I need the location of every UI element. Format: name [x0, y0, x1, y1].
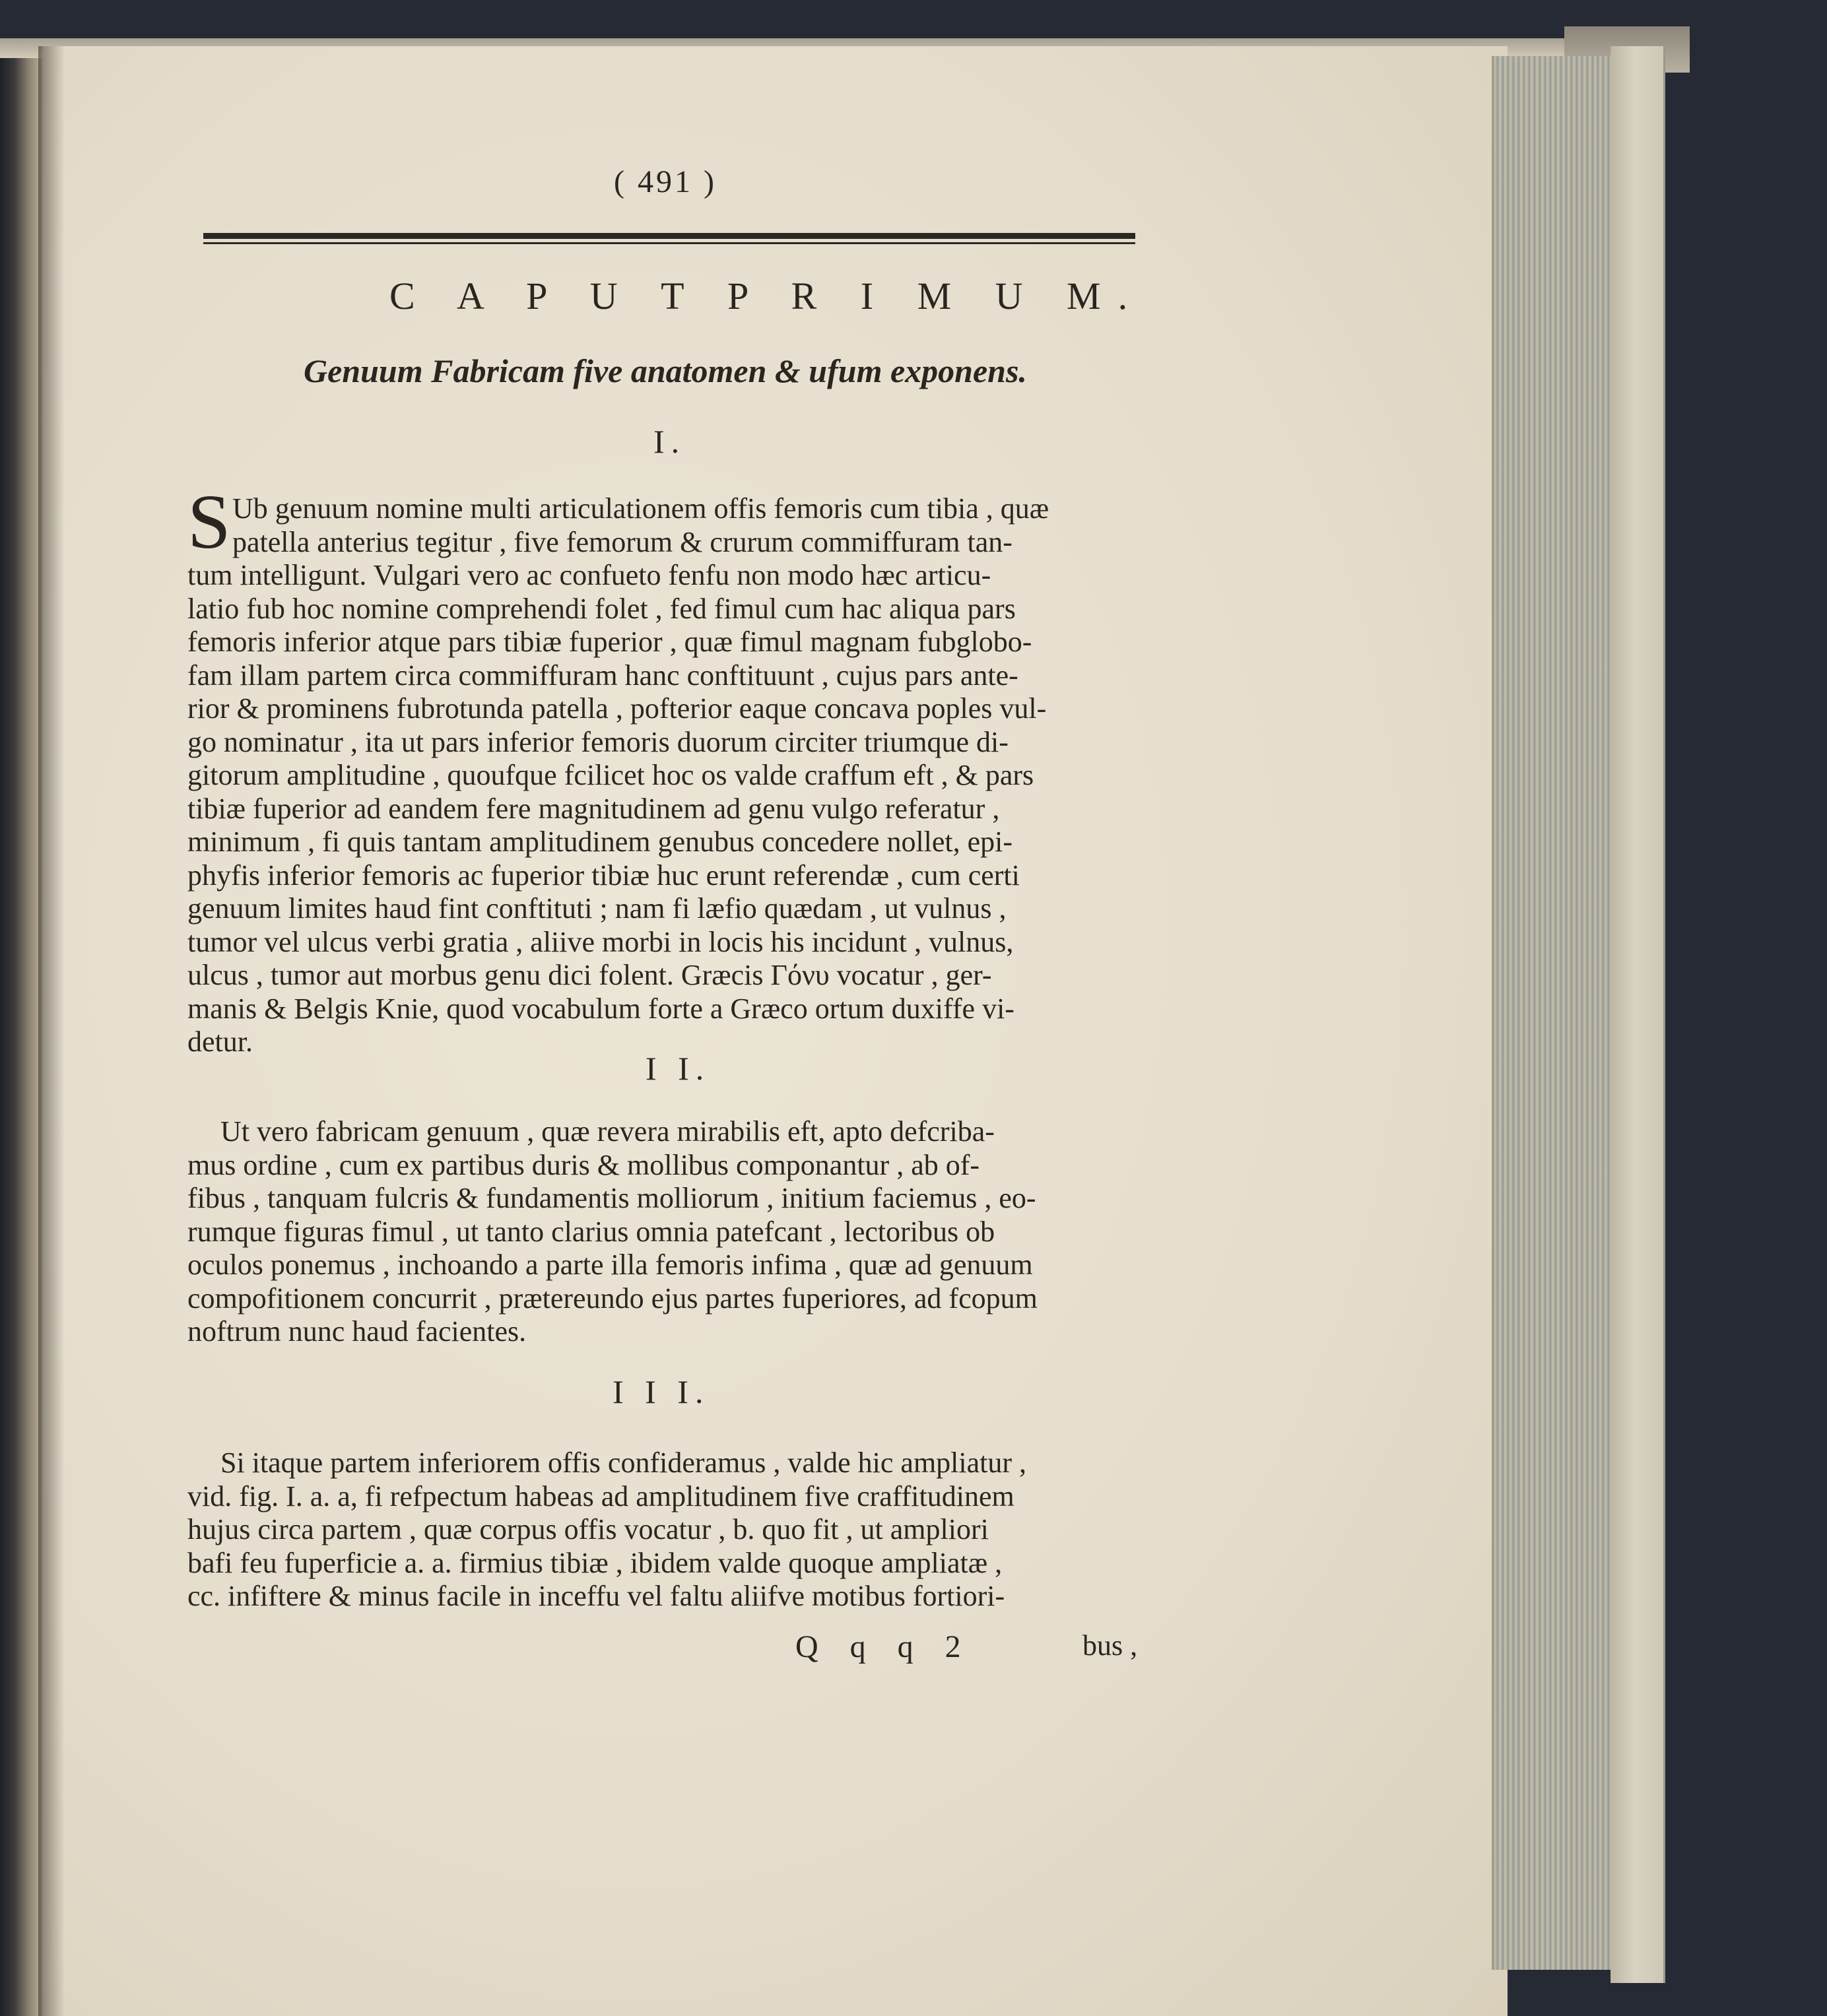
drop-cap: S — [187, 478, 231, 565]
text-line: rumque figuras fimul , ut tanto clarius omnia patefcant , lectoribus ob — [187, 1215, 995, 1248]
text-line: manis & Belgis Knie, quod vocabulum forte a Græco ortum duxiffe vi- — [187, 992, 1014, 1025]
section-number: I. — [653, 423, 686, 460]
text-line: detur. — [187, 1025, 253, 1058]
text-line: fam illam partem circa commiffuram hanc conftituunt , cujus pars ante- — [187, 659, 1018, 692]
text-line: phyfis inferior femoris ac fuperior tibiæ huc erunt referendæ , cum certi — [187, 859, 1020, 892]
text-line: latio fub hoc nomine comprehendi folet , fed fimul cum hac aliqua pars — [187, 592, 1016, 625]
text-line: oculos ponemus , inchoando a parte illa femoris infima , quæ ad genuum — [187, 1249, 1033, 1281]
text-line: genuum limites haud fint conftituti ; nam fi læfio quædam , ut vulnus , — [187, 892, 1007, 925]
section-number: I I I. — [613, 1373, 710, 1410]
cover-board-edge — [1611, 46, 1665, 1983]
text-line: patella anterius tegitur , five femorum & crurum commiffuram tan- — [232, 525, 1013, 558]
header-rule-thin — [203, 242, 1135, 244]
text-line: Ub genuum nomine multi articulationem offis femoris cum tibia , quæ — [232, 492, 1049, 525]
text-line: ulcus , tumor aut morbus genu dici folent. Græcis Γόνυ vocatur , ger- — [187, 959, 992, 991]
section-number: I I. — [646, 1050, 711, 1087]
text-line: bafi feu fuperficie a. a. firmius tibiæ , ibidem valde quoque ampliatæ , — [187, 1546, 1003, 1579]
chapter-subtitle: Genuum Fabricam five anatomen & ufum exponens. — [304, 352, 1027, 389]
header-rule — [203, 233, 1135, 239]
text-line: cc. infiftere & minus facile in inceffu vel faltu aliifve motibus fortiori- — [187, 1580, 1005, 1612]
text-line: femoris inferior atque pars tibiæ fuperior , quæ fimul magnam fubglobo- — [187, 626, 1032, 658]
text-line: go nominatur , ita ut pars inferior femoris duorum circiter triumque di- — [187, 725, 1009, 758]
paragraph-3 — [187, 1447, 1138, 1613]
page-number: ( 491 ) — [614, 164, 717, 199]
text-line: Ut vero fabricam genuum , quæ revera mirabilis eft, apto defcriba- — [220, 1115, 995, 1148]
paragraph-2 — [187, 1115, 1138, 1349]
text-line: fibus , tanquam fulcris & fundamentis molliorum , initium faciemus , eo- — [187, 1182, 1036, 1214]
text-line: rior & prominens fubrotunda patella , pofterior eaque concava poples vul- — [187, 692, 1047, 725]
text-line: tumor vel ulcus verbi gratia , aliive morbi in locis his incidunt , vulnus, — [187, 925, 1014, 958]
catchword: bus , — [1082, 1629, 1138, 1662]
text-line: minimum , fi quis tantam amplitudinem genubus concedere nollet, epi- — [187, 826, 1013, 858]
chapter-heading: C A P U T P R I M U M. — [389, 275, 1145, 317]
text-line: Si itaque partem inferiorem offis confideramus , valde hic ampliatur , — [220, 1447, 1027, 1479]
text-line: gitorum amplitudine , quoufque fcilicet hoc os valde craffum eft , & pars — [187, 759, 1034, 791]
paragraph-1 — [187, 492, 1138, 1059]
text-line: hujus circa partem , quæ corpus offis vocatur , b. quo fit , ut ampliori — [187, 1513, 989, 1545]
gutter-shadow — [38, 46, 65, 2016]
text-line: tibiæ fuperior ad eandem fere magnitudinem ad genu vulgo referatur , — [187, 792, 1000, 825]
text-line: tum intelligunt. Vulgari vero ac confueto fenfu non modo hæc articu- — [187, 559, 991, 591]
text-line: noftrum nunc haud facientes. — [187, 1315, 527, 1348]
text-line: vid. fig. I. a. a, fi refpectum habeas ad amplitudinem five craffitudinem — [187, 1479, 1014, 1512]
text-line: mus ordine , cum ex partibus duris & mollibus componantur , ab of- — [187, 1148, 980, 1181]
signature-mark: Q q q 2 — [795, 1629, 973, 1664]
text-line: compofitionem concurrit , prætereundo ejus partes fuperiores, ad fcopum — [187, 1282, 1038, 1315]
